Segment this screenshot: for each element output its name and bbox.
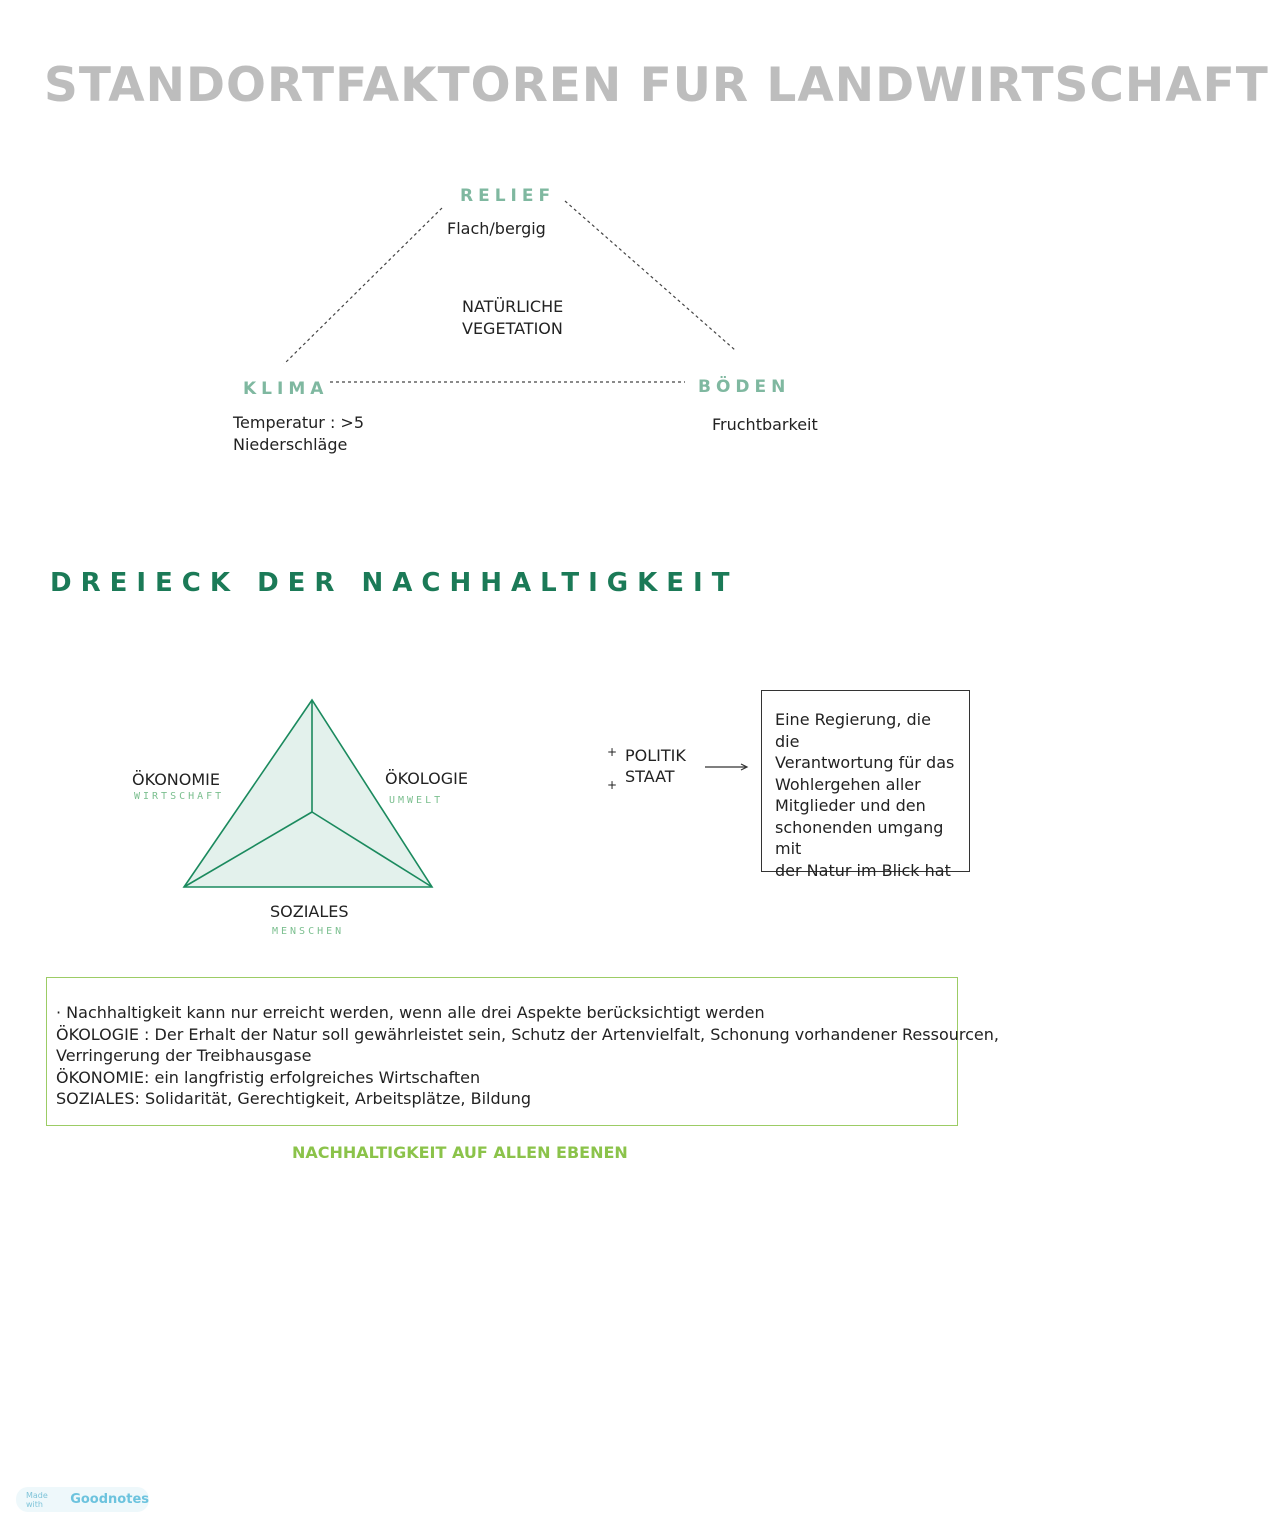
sub-menschen: MENSCHEN <box>272 926 345 937</box>
definition-line: schonenden umgang mit <box>775 817 944 858</box>
label-relief: RELIEF <box>460 186 556 206</box>
notes-box <box>46 977 999 1126</box>
note-line: SOZIALES: Solidarität, Gerechtigkeit, Arbeitsplätze, Bildung <box>56 1089 532 1108</box>
label-politik: POLITIK <box>625 746 686 765</box>
label-oekologie: ÖKOLOGIE <box>385 769 468 788</box>
definition-line: Eine Regierung, die die <box>775 710 931 751</box>
note-line: ÖKOLOGIE : Der Erhalt der Natur soll gewährleistet sein, Schutz der Artenvielfalt, Schonung vorhandener Ressourcen, <box>56 1024 999 1044</box>
page-title: STANDORTFAKTOREN FUR LANDWIRTSCHAFT <box>44 58 1269 113</box>
label-boeden: BÖDEN <box>698 377 791 397</box>
klima-detail-temperatur: Temperatur : >5 <box>233 413 365 432</box>
plus-icon-politik: + <box>607 745 618 759</box>
label-soziales: SOZIALES <box>270 902 349 921</box>
sub-umwelt: UMWELT <box>389 795 444 806</box>
label-oekonomie: ÖKONOMIE <box>132 770 220 789</box>
definition-box <box>761 690 970 880</box>
section-heading-nachhaltigkeit: DREIECK DER NACHHALTIGKEIT <box>50 568 739 598</box>
plus-icon-staat: + <box>607 778 618 792</box>
dotted-line-relief-boeden <box>565 201 735 350</box>
klima-detail-niederschlaege: Niederschläge <box>233 435 348 454</box>
center-label-line2: VEGETATION <box>462 319 563 338</box>
definition-line: Wohlergehen aller <box>775 774 921 794</box>
dotted-line-relief-klima <box>284 208 442 364</box>
badge-prefix: Made with <box>26 1490 48 1509</box>
definition-line: der Natur im Blick hat <box>775 860 951 880</box>
definition-line: Verantwortung für das <box>775 753 955 772</box>
definition-line: Mitglieder und den <box>775 796 926 815</box>
label-staat: STAAT <box>625 767 675 786</box>
label-klima: KLIMA <box>243 379 329 399</box>
note-line: Verringerung der Treibhausgase <box>56 1046 312 1065</box>
goodnotes-badge[interactable] <box>16 1487 149 1512</box>
boeden-detail: Fruchtbarkeit <box>712 415 818 434</box>
arrow-right-icon <box>705 764 747 770</box>
sub-wirtschaft: WIRTSCHAFT <box>134 791 225 802</box>
note-line: · Nachhaltigkeit kann nur erreicht werden, wenn alle drei Aspekte berücksichtigt werden <box>56 1003 765 1022</box>
note-line: ÖKONOMIE: ein langfristig erfolgreiches Wirtschaften <box>56 1067 481 1087</box>
relief-detail: Flach/bergig <box>447 219 546 238</box>
footer-note: NACHHALTIGKEIT AUF ALLEN EBENEN <box>292 1143 628 1162</box>
center-label-line1: NATÜRLICHE <box>462 297 564 316</box>
badge-brand: Goodnotes <box>70 1492 149 1507</box>
